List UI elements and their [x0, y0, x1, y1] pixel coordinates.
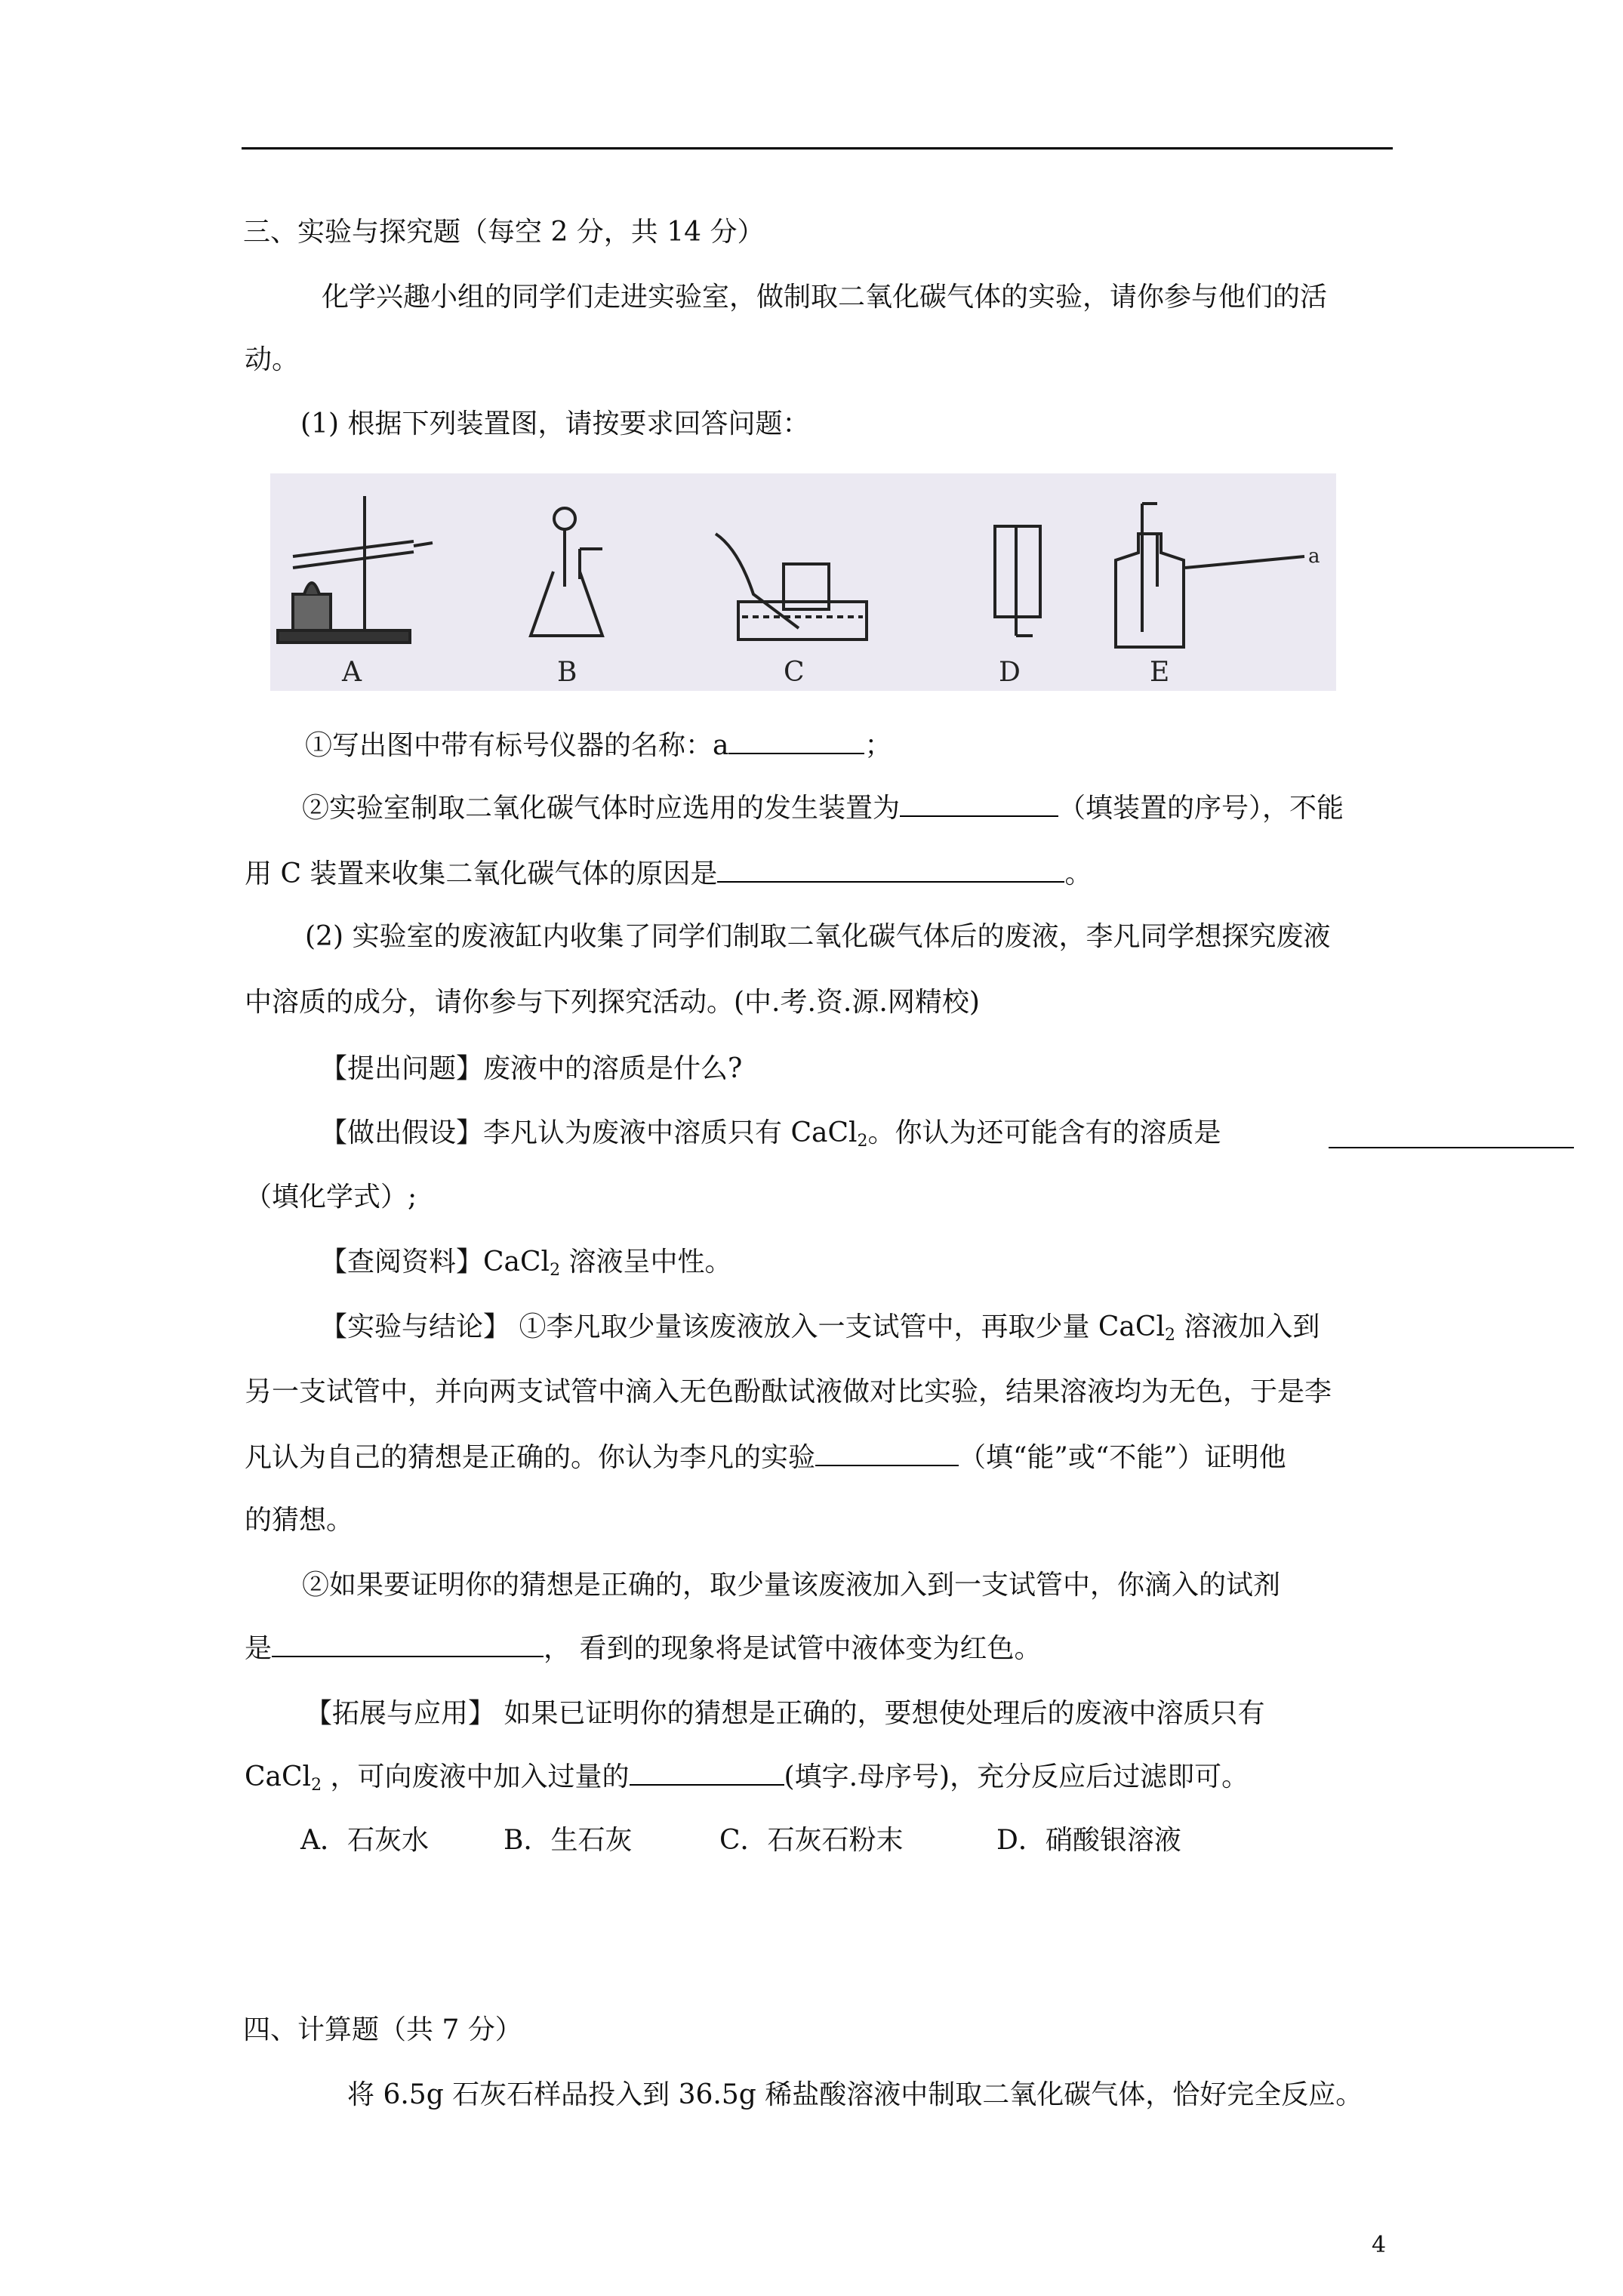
apparatus-figure [270, 473, 1336, 691]
ask-question: 【提出问题】废液中的溶质是什么? [320, 1053, 743, 1084]
experiment-line2: 另一支试管中，并向两支试管中滴入无色酚酞试液做对比实验，结果溶液均为无色，于是李 [245, 1376, 1332, 1407]
question-1-title: (1) 根据下列装置图，请按要求回答问题： [300, 408, 810, 439]
verify-line2: 是 ， 看到的现象将是试管中液体变为红色。 [245, 1630, 1041, 1667]
answer-blank-6[interactable] [272, 1630, 544, 1657]
experiment-line4: 的猜想。 [245, 1505, 354, 1536]
header-rule [242, 147, 1393, 149]
verify-line1: ②如果要证明你的猜想是正确的，取少量该废液加入到一支试管中，你滴入的试剂 [302, 1570, 1281, 1601]
figure-marker-a: a [1308, 545, 1320, 568]
q2-line2: 中溶质的成分，请你参与下列探究活动。(中.考.资.源.网精校) [245, 987, 980, 1018]
figure-label-c: C [784, 657, 805, 688]
option-b: B．生石灰 [504, 1825, 633, 1856]
q1-2-line1: ②实验室制取二氧化碳气体时应选用的发生装置为 （填装置的序号），不能 [302, 790, 1344, 827]
apparatus-drawing [270, 473, 1336, 691]
answer-blank-2[interactable] [900, 790, 1058, 817]
section4-line1: 将 6.5g 石灰石样品投入到 36.5g 稀盐酸溶液中制取二氧化碳气体，恰好完全反应。 [347, 2079, 1363, 2110]
experiment-line3: 凡认为自己的猜想是正确的。你认为李凡的实验 （填“能”或“不能”）证明他 [245, 1439, 1286, 1476]
option-a: A．石灰水 [300, 1825, 429, 1856]
extend-line1: 【拓展与应用】 如果已证明你的猜想是正确的，要想使处理后的废液中溶质只有 [305, 1698, 1265, 1729]
figure-label-e: E [1150, 657, 1170, 688]
q1-2-line2: 用 C 装置来收集二氧化碳气体的原因是 。 [245, 855, 1092, 892]
option-d: D．硝酸银溶液 [996, 1825, 1181, 1856]
q1-1: ①写出图中带有标号仪器的名称：a ； [305, 727, 892, 764]
page-number: 4 [1372, 2232, 1387, 2258]
reference-line: 【查阅资料】CaCl$_2$ 溶液呈中性。 [320, 1247, 732, 1280]
figure-label-d: D [999, 657, 1021, 688]
figure-label-b: B [557, 657, 577, 688]
answer-blank-5[interactable] [815, 1439, 959, 1466]
extend-line2: CaCl$_2$ ，可向废液中加入过量的 (填字.母序号)，充分反应后过滤即可。 [245, 1758, 1249, 1804]
answer-blank-7[interactable] [630, 1758, 784, 1786]
experiment-line1: 【实验与结论】 ①李凡取少量该废液放入一支试管中，再取少量 CaCl$_2$ 溶液加入到 [320, 1311, 1320, 1345]
hypothesis-note: （填化学式）; [245, 1182, 417, 1213]
hypothesis-line: 【做出假设】李凡认为废液中溶质只有 CaCl$_2$。你认为还可能含有的溶质是 [320, 1117, 1221, 1151]
answer-blank-4[interactable] [1329, 1121, 1574, 1148]
figure-label-a: A [342, 657, 362, 688]
answer-blank-3[interactable] [717, 855, 1064, 883]
section4-title: 四、计算题（共 7 分） [243, 2014, 522, 2045]
option-c: C．石灰石粉末 [719, 1825, 904, 1856]
intro-line-1: 化学兴趣小组的同学们走进实验室，做制取二氧化碳气体的实验，请你参与他们的活 [322, 282, 1328, 313]
answer-blank-1[interactable] [728, 727, 864, 754]
intro-line-2: 动。 [245, 344, 300, 375]
section3-title: 三、实验与探究题（每空 2 分，共 14 分） [243, 217, 765, 248]
q2-line1: (2) 实验室的废液缸内收集了同学们制取二氧化碳气体后的废液，李凡同学想探究废液 [305, 921, 1331, 952]
